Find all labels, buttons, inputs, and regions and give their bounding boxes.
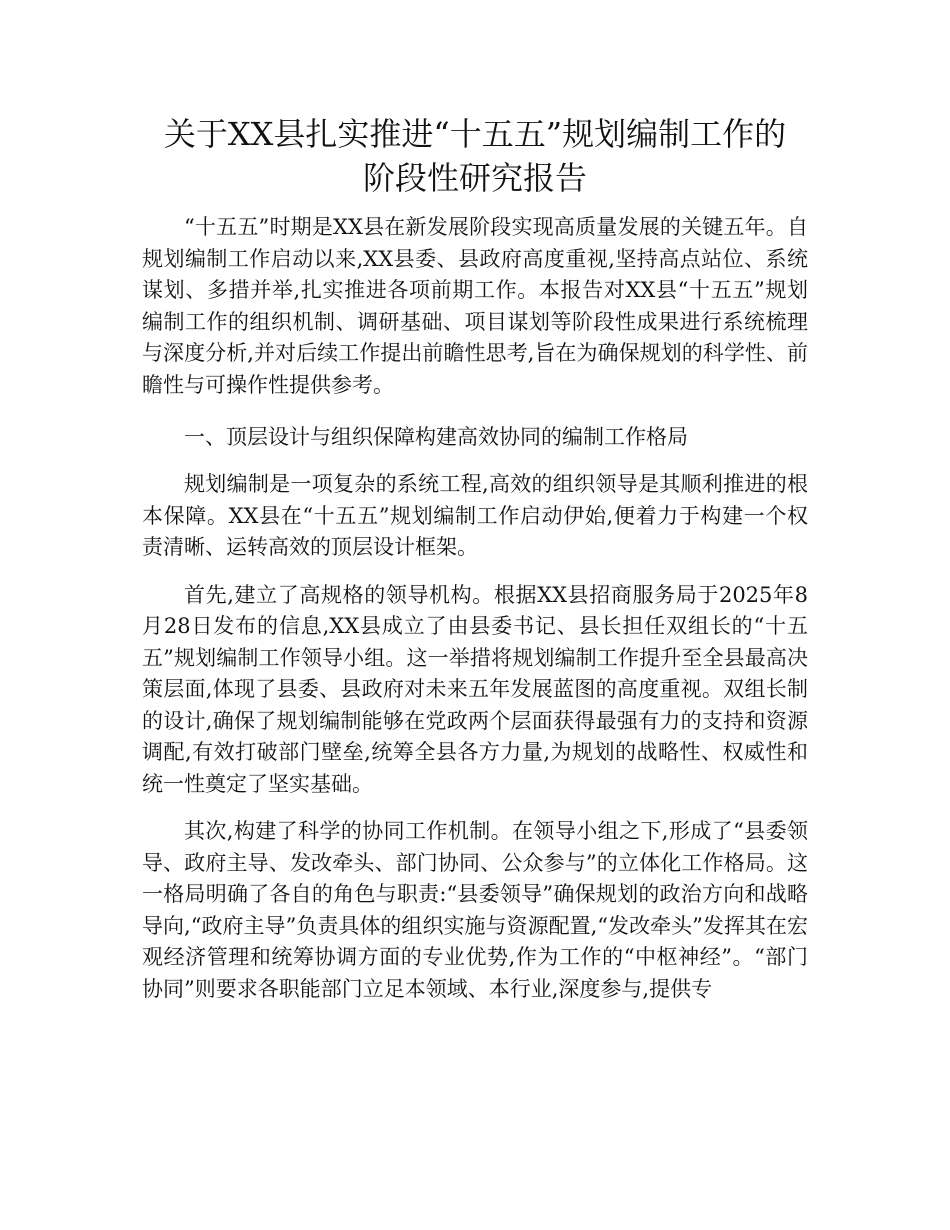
document-page xyxy=(142,112,808,1005)
section-1-paragraph-2: 首先,建立了高规格的领导机构。根据XX县招商服务局于2025年8月28日发布的信息,XX县成立了由县委书记、县长担任双组长的“十五五”规划编制工作领导小组。这一举措将规划编制工作提升至全县最高决策层面,体现了县委、县政府对未来五年发展蓝图的高度重视。双组长制的设计,确保了规划编制能够在党政两个层面获得最强有力的支持和资源调配,有效打破部门壁垒,统筹全县各方力量,为规划的战略性、权威性和统一性奠定了坚实基础。 xyxy=(142,582,808,796)
document-title xyxy=(142,112,808,200)
section-1-heading: 一、顶层设计与组织保障构建高效协同的编制工作格局 xyxy=(184,425,688,449)
intro-paragraph: “十五五”时期是XX县在新发展阶段实现高质量发展的关键五年。自规划编制工作启动以来,XX县委、县政府高度重视,坚持高点站位、系统谋划、多措并举,扎实推进各项前期工作。本报告对XX县“十五五”规划编制工作的组织机制、调研基础、项目谋划等阶段性成果进行系统梳理与深度分析,并对后续工作提出前瞻性思考,旨在为确保规划的科学性、前瞻性与可操作性提供参考。 xyxy=(142,215,808,397)
section-1-paragraph-3: 其次,构建了科学的协同工作机制。在领导小组之下,形成了“县委领导、政府主导、发改牵头、部门协同、公众参与”的立体化工作格局。这一格局明确了各自的角色与职责:“县委领导”确保规划的政治方向和战略导向,“政府主导”负责具体的组织实施与资源配置,“发改牵头”发挥其在宏观经济管理和统筹协调方面的专业优势,作为工作的“中枢神经”。“部门协同”则要求各职能部门立足本领域、本行业,深度参与,提供专 xyxy=(142,819,808,1001)
title-line-1: 关于XX县扎实推进“十五五”规划编制工作的 xyxy=(163,115,787,153)
section-1-paragraph-1: 规划编制是一项复杂的系统工程,高效的组织领导是其顺利推进的根本保障。XX县在“十五五”规划编制工作启动伊始,便着力于构建一个权责清晰、运转高效的顶层设计框架。 xyxy=(142,472,808,559)
title-line-2: 阶段性研究报告 xyxy=(362,159,587,197)
